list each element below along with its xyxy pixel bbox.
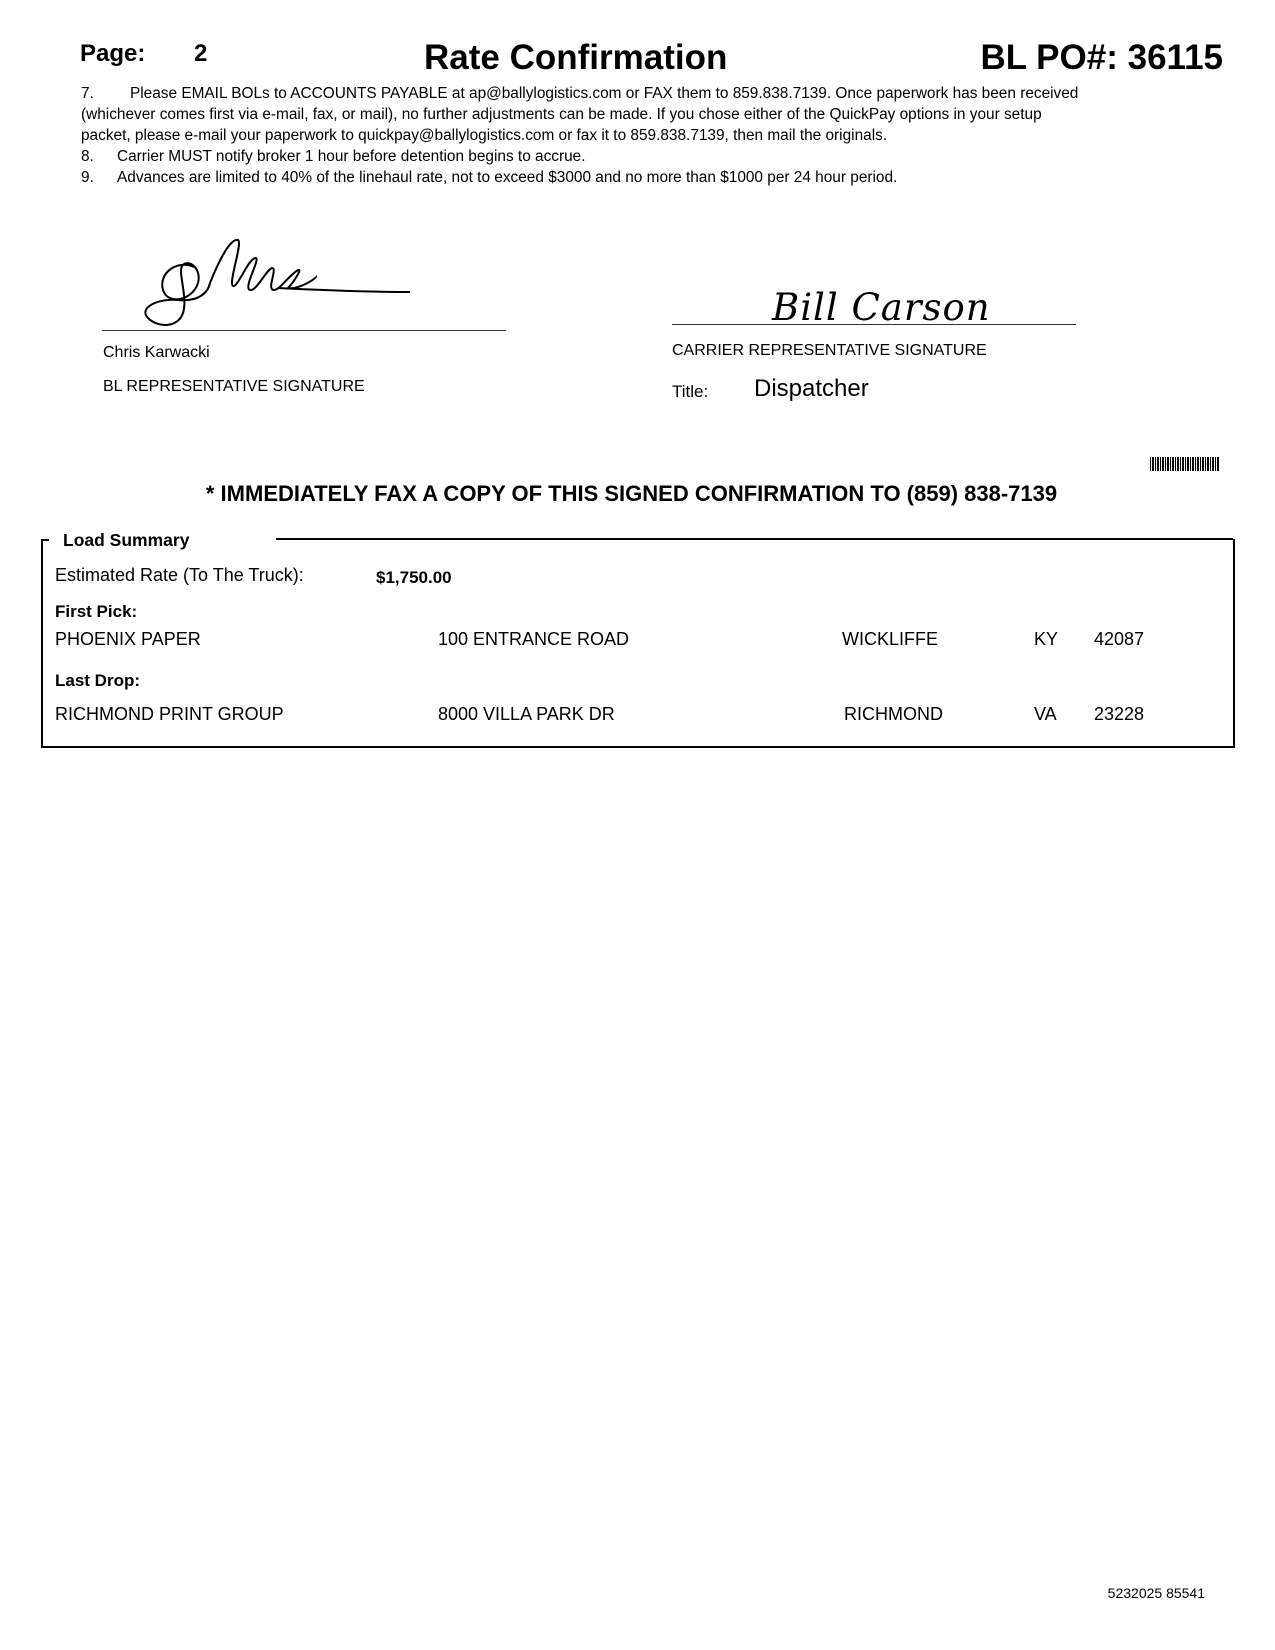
drop-state: VA (1034, 704, 1057, 724)
terms-list (81, 83, 1081, 188)
carrier-handwritten-signature: Bill Carson (772, 286, 991, 329)
estimated-rate-value: $1,750.00 (376, 568, 452, 587)
carrier-signature-caption: CARRIER REPRESENTATIVE SIGNATURE (672, 342, 987, 359)
term-number: 8. (81, 148, 94, 165)
estimated-rate-label: Estimated Rate (To The Truck): (55, 565, 304, 585)
first-pick-label: First Pick: (55, 602, 138, 621)
bl-handwritten-signature (138, 228, 438, 338)
document-title: Rate Confirmation (424, 38, 728, 77)
load-summary-legend: Load Summary (63, 530, 190, 550)
fax-notice: * IMMEDIATELY FAX A COPY OF THIS SIGNED CONFIRMATION TO (859) 838-7139 (205, 481, 1058, 506)
page-label: Page: (80, 40, 146, 67)
footer-document-id: 5232025 85541 (1107, 1585, 1205, 1601)
title-label: Title: (672, 382, 709, 401)
drop-city: RICHMOND (844, 704, 943, 724)
box-border-segment (41, 539, 43, 553)
drop-name: RICHMOND PRINT GROUP (55, 704, 284, 724)
pick-address: 100 ENTRANCE ROAD (438, 629, 630, 649)
bl-signature-caption: BL REPRESENTATIVE SIGNATURE (103, 378, 365, 395)
drop-zip: 23228 (1094, 704, 1145, 724)
term-text: Please EMAIL BOLs to ACCOUNTS PAYABLE at ap@ballylogistics.com or FAX them to 859.838.7139. Once paperwork has been received (whichever comes first via e-mail, fax, or mail), no further adjustments can be made. If you chose either of the QuickPay options in your setup packet, please e-mail your paperwork to quickpay@ballylogistics.com or fax it to 859.838.7139, then mail the originals. (81, 85, 1079, 144)
bl-representative-name: Chris Karwacki (103, 344, 210, 361)
page-number: 2 (194, 40, 208, 67)
term-item (81, 167, 1081, 188)
po-number: BL PO#: 36115 (980, 38, 1223, 77)
barcode (1150, 457, 1220, 471)
title-value: Dispatcher (754, 375, 869, 402)
term-number: 9. (81, 169, 94, 186)
pick-city: WICKLIFFE (842, 629, 939, 649)
last-drop-label: Last Drop: (55, 671, 140, 690)
pick-name: PHOENIX PAPER (55, 629, 201, 649)
bl-signature-line (102, 330, 506, 331)
term-number: 7. (81, 85, 94, 102)
drop-address: 8000 VILLA PARK DR (438, 704, 615, 724)
pick-state: KY (1034, 629, 1059, 649)
term-item (81, 83, 1081, 146)
box-border-segment (276, 538, 1233, 540)
term-text: Advances are limited to 40% of the linehaul rate, not to exceed $3000 and no more than $1000 per 24 hour period. (117, 169, 898, 186)
term-text: Carrier MUST notify broker 1 hour before detention begins to accrue. (117, 148, 586, 165)
pick-zip: 42087 (1094, 629, 1145, 649)
term-item (81, 146, 1081, 167)
carrier-signature-line (672, 324, 1076, 325)
